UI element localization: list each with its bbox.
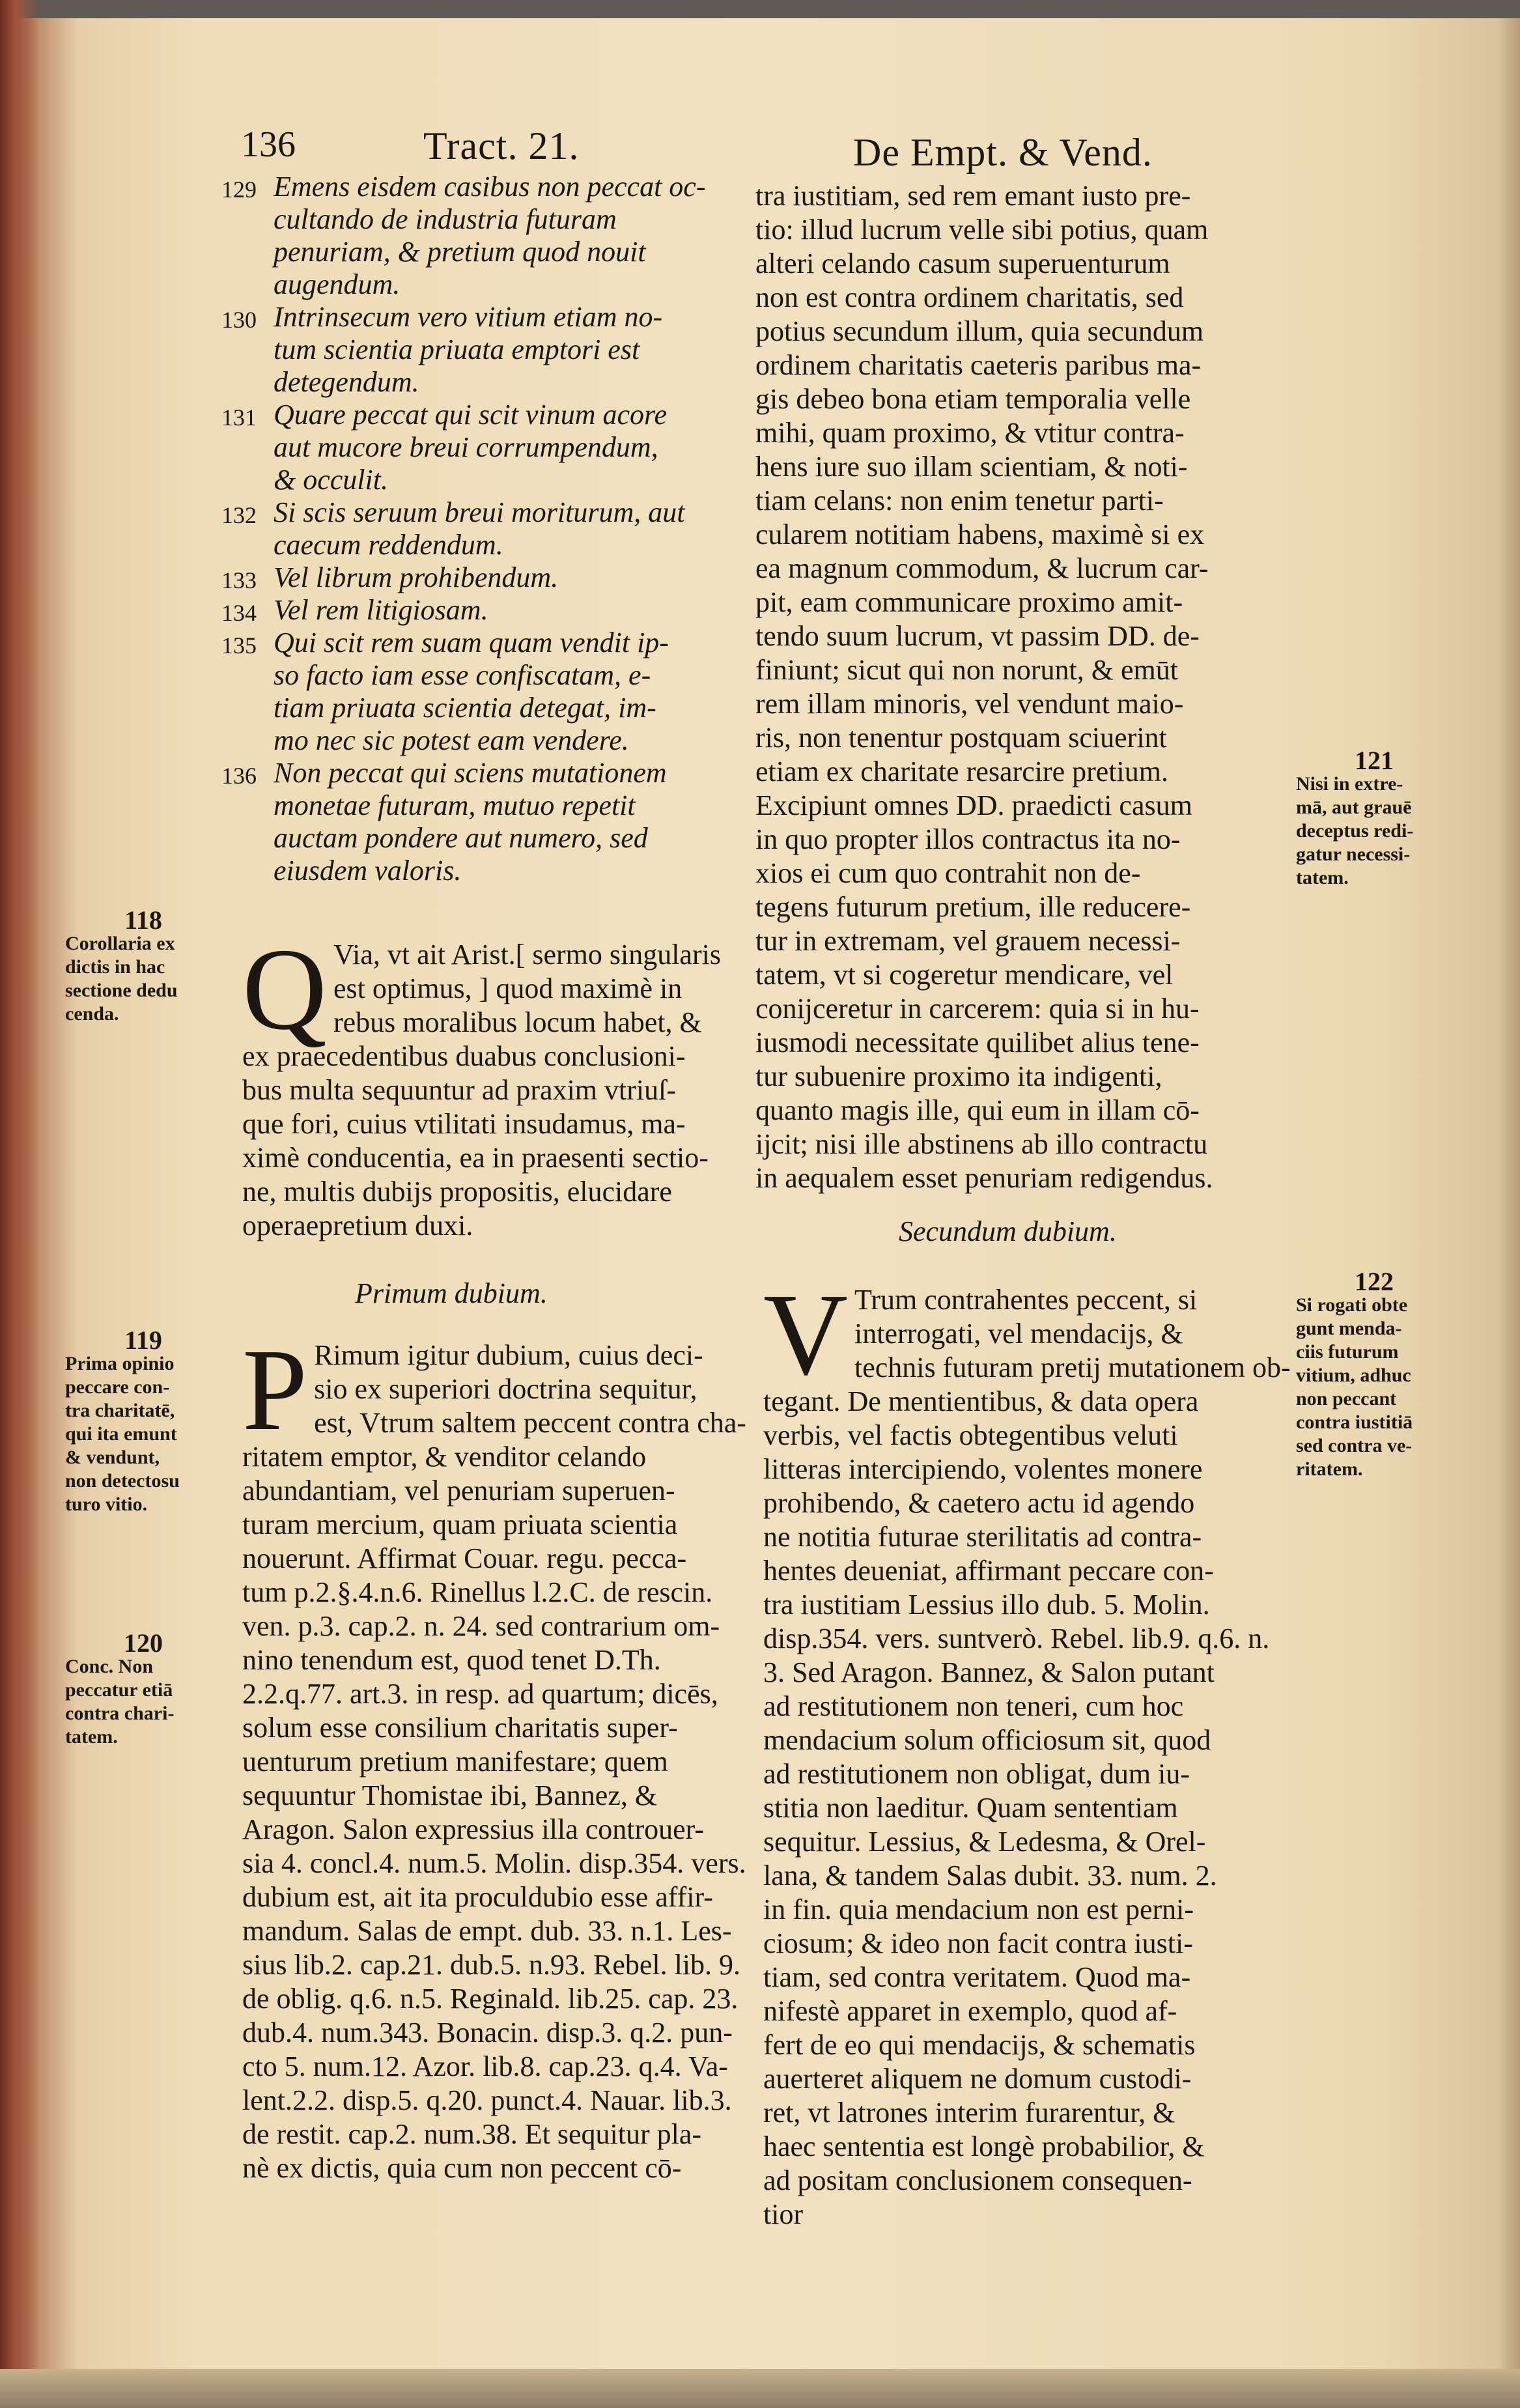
primum-line: sio ex superiori doctrina sequitur, (314, 1373, 697, 1405)
summary-item (221, 627, 742, 757)
primum-line: sia 4. concl.4. num.5. Molin. disp.354. vers. (242, 1847, 746, 1879)
summary-line: auctam pondere aut numero, sed (274, 822, 648, 854)
summary-line: tum scientia priuata emptori est (274, 333, 640, 365)
primum-line: est, Vtrum saltem peccent contra cha- (314, 1407, 746, 1439)
summary-line: aut mucore breui corrumpendum, (274, 431, 658, 463)
scan-top-edge (0, 0, 1520, 18)
primum-line: turam mercium, quam priuata scientia (242, 1509, 678, 1540)
margin-note-line: tra charitatē, (65, 1400, 175, 1421)
primum-line: dubium est, ait ita proculdubio esse affir- (242, 1881, 713, 1913)
summary-line: caecum reddendum. (274, 529, 503, 561)
secundum-line: in fin. quia mendacium non est perni- (763, 1893, 1194, 1925)
summary-number: 129 (221, 177, 257, 203)
secundum-line: 3. Sed Aragon. Bannez, & Salon putant (763, 1656, 1215, 1688)
right_top-line: cularem notitiam habens, maximè si ex (755, 518, 1205, 550)
left-margin-note (65, 1628, 221, 1749)
margin-note-number: 121 (1355, 746, 1394, 775)
right_top-line: tatem, vt si cogeretur mendicare, vel (755, 959, 1174, 991)
left_intro-line: que fori, cuius vtilitati insudamus, ma- (242, 1108, 686, 1140)
margin-note-line: ciis futurum (1296, 1341, 1399, 1363)
margin-note-line: peccatur etiā (65, 1679, 173, 1701)
margin-note-line: cenda. (65, 1003, 119, 1025)
summary-number: 135 (221, 632, 257, 659)
summary-line: tiam priuata scientia detegat, im- (274, 692, 656, 724)
book-spine-edge (0, 0, 39, 2408)
page-number: 136 (241, 124, 296, 165)
margin-note-line: mā, aut grauē (1296, 797, 1412, 818)
secundum-line: prohibendo, & caetero actu id agendo (763, 1487, 1195, 1519)
margin-note-line: Prima opinio (65, 1353, 175, 1374)
primum-line: 2.2.q.77. art.3. in resp. ad quartum; dicēs, (242, 1678, 718, 1710)
primum-line: de oblig. q.6. n.5. Reginald. lib.25. cap. 23. (242, 1983, 739, 2015)
primum-line: tum p.2.§.4.n.6. Rinellus l.2.C. de rescin. (242, 1576, 713, 1608)
right_top-line: tur in extremam, vel grauem necessi- (755, 925, 1181, 957)
summary-line: augendum. (274, 268, 401, 300)
secundum-line: disp.354. vers. suntverò. Rebel. lib.9. q.6. n. (763, 1622, 1270, 1654)
right-margin-note (1296, 746, 1452, 890)
secundum-heading: Secundum dubium. (899, 1215, 1117, 1247)
primum-heading: Primum dubium. (355, 1277, 548, 1309)
margin-note-line: contra iustitiā (1296, 1411, 1413, 1433)
summary-number: 131 (221, 404, 257, 431)
margin-note-line: qui ita emunt (65, 1423, 177, 1445)
summary-list (221, 171, 742, 887)
left_intro-line: operaepretium duxi. (242, 1210, 473, 1241)
margin-note-line: Corollaria ex (65, 933, 175, 954)
summary-number: 132 (221, 502, 257, 528)
margin-note-number: 118 (124, 905, 162, 935)
margin-note-line: tatem. (65, 1726, 118, 1748)
summary-number: 136 (221, 763, 257, 789)
secundum-line: tior (763, 2198, 804, 2230)
left_intro-line: bus multa sequuntur ad praxim vtriuſ- (242, 1074, 676, 1106)
margin-note-line: gatur necessi- (1296, 843, 1411, 865)
margin-note-line: & vendunt, (65, 1447, 160, 1468)
secundum-line: verbis, vel factis obtegentibus veluti (763, 1419, 1178, 1451)
left_intro-line: ximè conducentia, ea in praesenti sectio- (242, 1142, 709, 1174)
summary-item (221, 757, 742, 887)
summary-line: eiusdem valoris. (274, 855, 462, 886)
right_top-line: tiam celans: non enim tenetur parti- (755, 485, 1164, 517)
secundum-line: fert de eo qui mendacijs, & schematis (763, 2029, 1196, 2061)
summary-line: Si scis seruum breui moriturum, aut (274, 496, 685, 528)
primum-line: nino tenendum est, quod tenet D.Th. (242, 1644, 661, 1676)
scan-bottom-edge (0, 2369, 1520, 2408)
right_top-line: ijcit; nisi ille abstinens ab illo contractu (755, 1128, 1208, 1160)
summary-item (221, 399, 742, 496)
margin-note-line: Conc. Non (65, 1656, 154, 1677)
summary-line: monetae futuram, mutuo repetit (274, 789, 636, 821)
secundum-line: ad restitutionem non obligat, dum iu- (763, 1758, 1190, 1790)
summary-number: 130 (221, 307, 257, 333)
secundum-line: technis futuram pretij mutationem ob- (854, 1352, 1291, 1383)
primum-line: ritatem emptor, & venditor celando (242, 1441, 647, 1473)
secundum-line: stitia non laeditur. Quam sententiam (763, 1792, 1178, 1824)
right_top-line: in quo propter illos contractus ita no- (755, 823, 1181, 855)
summary-line: Vel librum prohibendum. (274, 561, 559, 593)
summary-line: detegendum. (274, 366, 419, 398)
primum-line: nouerunt. Affirmat Couar. regu. pecca- (242, 1542, 687, 1574)
margin-note-line: Si rogati obte (1296, 1294, 1408, 1316)
right_top-line: ordinem charitatis caeteris paribus ma- (755, 349, 1202, 381)
primum-line: Rimum igitur dubium, cuius deci- (314, 1339, 703, 1371)
primum-paragraph (242, 1325, 750, 2185)
left_intro-line: ex praecedentibus duabus conclusioni- (242, 1040, 686, 1072)
secundum-line: lana, & tandem Salas dubit. 33. num. 2. (763, 1860, 1217, 1891)
dropcap-q: Q (242, 924, 327, 1054)
primum-line: abundantiam, vel penuriam superuen- (242, 1475, 675, 1507)
left_intro-line: est optimus, ] quod maximè in (333, 972, 683, 1004)
margin-note-line: tatem. (1296, 867, 1349, 888)
secundum-line: ad restitutionem non teneri, cum hoc (763, 1690, 1184, 1722)
summary-line: Intrinsecum vero vitium etiam no- (274, 301, 663, 333)
primum-line: solum esse consilium charitatis super- (242, 1712, 678, 1744)
right-margin-note (1296, 1267, 1452, 1481)
right_top-line: mihi, quam proximo, & vtitur contra- (755, 417, 1185, 449)
right_top-line: ris, non tenentur postquam sciuerint (755, 722, 1167, 754)
summary-line: penuriam, & pretium quod nouit (274, 236, 646, 268)
right_top-line: conijceretur in carcerem: quia si in hu- (755, 993, 1200, 1025)
margin-note-line: turo vitio. (65, 1494, 148, 1515)
margin-note-line: sed contra ve- (1296, 1435, 1413, 1456)
left-margin-note (65, 1325, 221, 1516)
margin-note-number: 120 (124, 1628, 163, 1658)
right_top-line: tegens futurum pretium, ille reducere- (755, 891, 1191, 923)
right_top-line: tendo suum lucrum, vt passim DD. de- (755, 620, 1200, 652)
running-head-left: Tract. 21. (423, 124, 580, 167)
intro-paragraph (242, 924, 737, 1243)
secundum-line: ret, vt latrones interim furarentur, & (763, 2097, 1175, 2129)
margin-note-line: gunt menda- (1296, 1318, 1402, 1339)
margin-note-line: ritatem. (1296, 1458, 1363, 1480)
secundum-line: mendacium solum officiosum sit, quod (763, 1724, 1211, 1756)
right_top-line: gis debeo bona etiam temporalia velle (755, 383, 1191, 415)
margin-note-line: deceptus redi- (1296, 820, 1414, 842)
right_top-line: xios ei cum quo contrahit non de- (755, 857, 1141, 889)
summary-line: & occulit. (274, 464, 388, 496)
right_top-line: rem illam minoris, vel vendunt maio- (755, 688, 1184, 720)
left_intro-line: rebus moralibus locum habet, & (333, 1006, 702, 1038)
margin-note-line: non detectosu (65, 1470, 180, 1492)
secundum-line: haec sententia est longè probabilior, & (763, 2131, 1205, 2162)
secundum-line: sequitur. Lessius, & Ledesma, & Orel- (763, 1826, 1206, 1858)
summary-line: Emens eisdem casibus non peccat oc- (274, 171, 706, 203)
summary-item (221, 301, 742, 399)
left_intro-line: ne, multis dubijs propositis, elucidare (242, 1176, 672, 1208)
secundum-line: nifestè apparet in exemplo, quod af- (763, 1995, 1177, 2027)
left-margin-note (65, 905, 221, 1026)
summary-line: mo nec sic potest eam vendere. (274, 724, 629, 756)
secundum-line: interrogati, vel mendacijs, & (854, 1318, 1183, 1350)
summary-item (221, 496, 742, 561)
summary-line: Vel rem litigiosam. (274, 594, 488, 626)
primum-line: lent.2.2. disp.5. q.20. punct.4. Nauar. lib.3. (242, 2084, 732, 2116)
margin-note-line: sectione dedu (65, 980, 178, 1001)
summary-line: Non peccat qui sciens mutationem (274, 757, 667, 789)
summary-number: 134 (221, 600, 257, 626)
secundum-line: ad positam conclusionem consequen- (763, 2164, 1192, 2196)
secundum-line: auerteret aliquem ne domum custodi- (763, 2063, 1192, 2095)
right_top-line: tio: illud lucrum velle sibi potius, quam (755, 214, 1209, 246)
primum-line: mandum. Salas de empt. dub. 33. n.1. Les- (242, 1915, 732, 1947)
right_top-line: non est contra ordinem charitatis, sed (755, 281, 1184, 313)
right_top-line: tur subuenire proximo ita indigenti, (755, 1060, 1162, 1092)
summary-item (221, 171, 742, 301)
summary-item (221, 561, 742, 594)
primum-line: sius lib.2. cap.21. dub.5. n.93. Rebel. lib. 9. (242, 1949, 741, 1981)
left_intro-line: Via, vt ait Arist.[ sermo singularis (333, 939, 721, 970)
primum-line: Aragon. Salon expressius illa controuer- (242, 1813, 705, 1845)
dropcap-p: P (242, 1325, 308, 1454)
secundum-line: ciosum; & ideo non facit contra iusti- (763, 1927, 1193, 1959)
secundum-line: hentes deueniat, affirmant peccare con- (763, 1555, 1214, 1587)
primum-line: de restit. cap.2. num.38. Et sequitur pla- (242, 2118, 702, 2150)
right_top-line: pit, eam communicare proximo amit- (755, 586, 1183, 618)
primum-line: uenturum pretium manifestare; quem (242, 1746, 668, 1778)
summary-item (221, 594, 742, 627)
margin-note-line: peccare con- (65, 1376, 170, 1398)
margin-note-line: non peccant (1296, 1388, 1397, 1409)
right_top-line: quanto magis ille, qui eum in illam cō- (755, 1094, 1200, 1126)
margin-note-number: 122 (1355, 1267, 1394, 1296)
primum-line: ven. p.3. cap.2. n. 24. sed contrarium om- (242, 1610, 720, 1642)
summary-line: cultando de industria futuram (274, 203, 617, 235)
right_top-line: in aequalem esset penuriam redigendus. (755, 1162, 1213, 1194)
right_top-line: etiam ex charitate resarcire pretium. (755, 756, 1168, 787)
primum-line: cto 5. num.12. Azor. lib.8. cap.23. q.4. Va- (242, 2050, 728, 2082)
primum-line: sequuntur Thomistae ibi, Bannez, & (242, 1779, 658, 1811)
right_top-line: tra iustitiam, sed rem emant iusto pre- (755, 180, 1191, 212)
secundum-line: ne notitia futurae sterilitatis ad contra- (763, 1521, 1202, 1553)
summary-line: Quare peccat qui scit vinum acore (274, 399, 668, 431)
primum-line: nè ex dictis, quia cum non peccent cō- (242, 2152, 682, 2184)
right_top-line: ea magnum commodum, & lucrum car- (755, 552, 1209, 584)
margin-note-number: 119 (124, 1325, 162, 1355)
right_top-line: potius secundum illum, quia secundum (755, 315, 1204, 347)
margin-note-line: dictis in hac (65, 956, 165, 978)
dropcap-v: V (763, 1269, 848, 1399)
secundum-line: tra iustitiam Lessius illo dub. 5. Molin. (763, 1589, 1210, 1621)
margin-note-line: vitium, adhuc (1296, 1365, 1411, 1386)
primum-line: dub.4. num.343. Bonacin. disp.3. q.2. pun- (242, 2017, 733, 2048)
secundum-line: litteras intercipiendo, volentes monere (763, 1453, 1203, 1485)
margin-note-line: Nisi in extre- (1296, 773, 1403, 795)
running-head-right: De Empt. & Vend. (853, 131, 1153, 174)
summary-line: so facto iam esse confiscatam, e- (274, 659, 651, 691)
secundum-line: tegant. De mentientibus, & data opera (763, 1385, 1199, 1417)
secundum-line: tiam, sed contra veritatem. Quod ma- (763, 1961, 1191, 1993)
right_top-line: hens iure suo illam scientiam, & noti- (755, 451, 1188, 483)
summary-number: 133 (221, 567, 257, 593)
right-continuation-paragraph (755, 179, 1289, 1195)
right_top-line: finiunt; sicut qui non norunt, & emūt (755, 654, 1178, 686)
summary-line: Qui scit rem suam quam vendit ip- (274, 627, 669, 659)
margin-note-line: contra chari- (65, 1703, 175, 1724)
secundum-line: Trum contrahentes peccent, si (854, 1284, 1198, 1316)
right_top-line: Excipiunt omnes DD. praedicti casum (755, 789, 1192, 821)
right_top-line: iusmodi necessitate quilibet alius tene- (755, 1027, 1200, 1058)
right_top-line: alteri celando casum superuenturum (755, 248, 1170, 279)
secundum-paragraph (763, 1269, 1297, 2231)
